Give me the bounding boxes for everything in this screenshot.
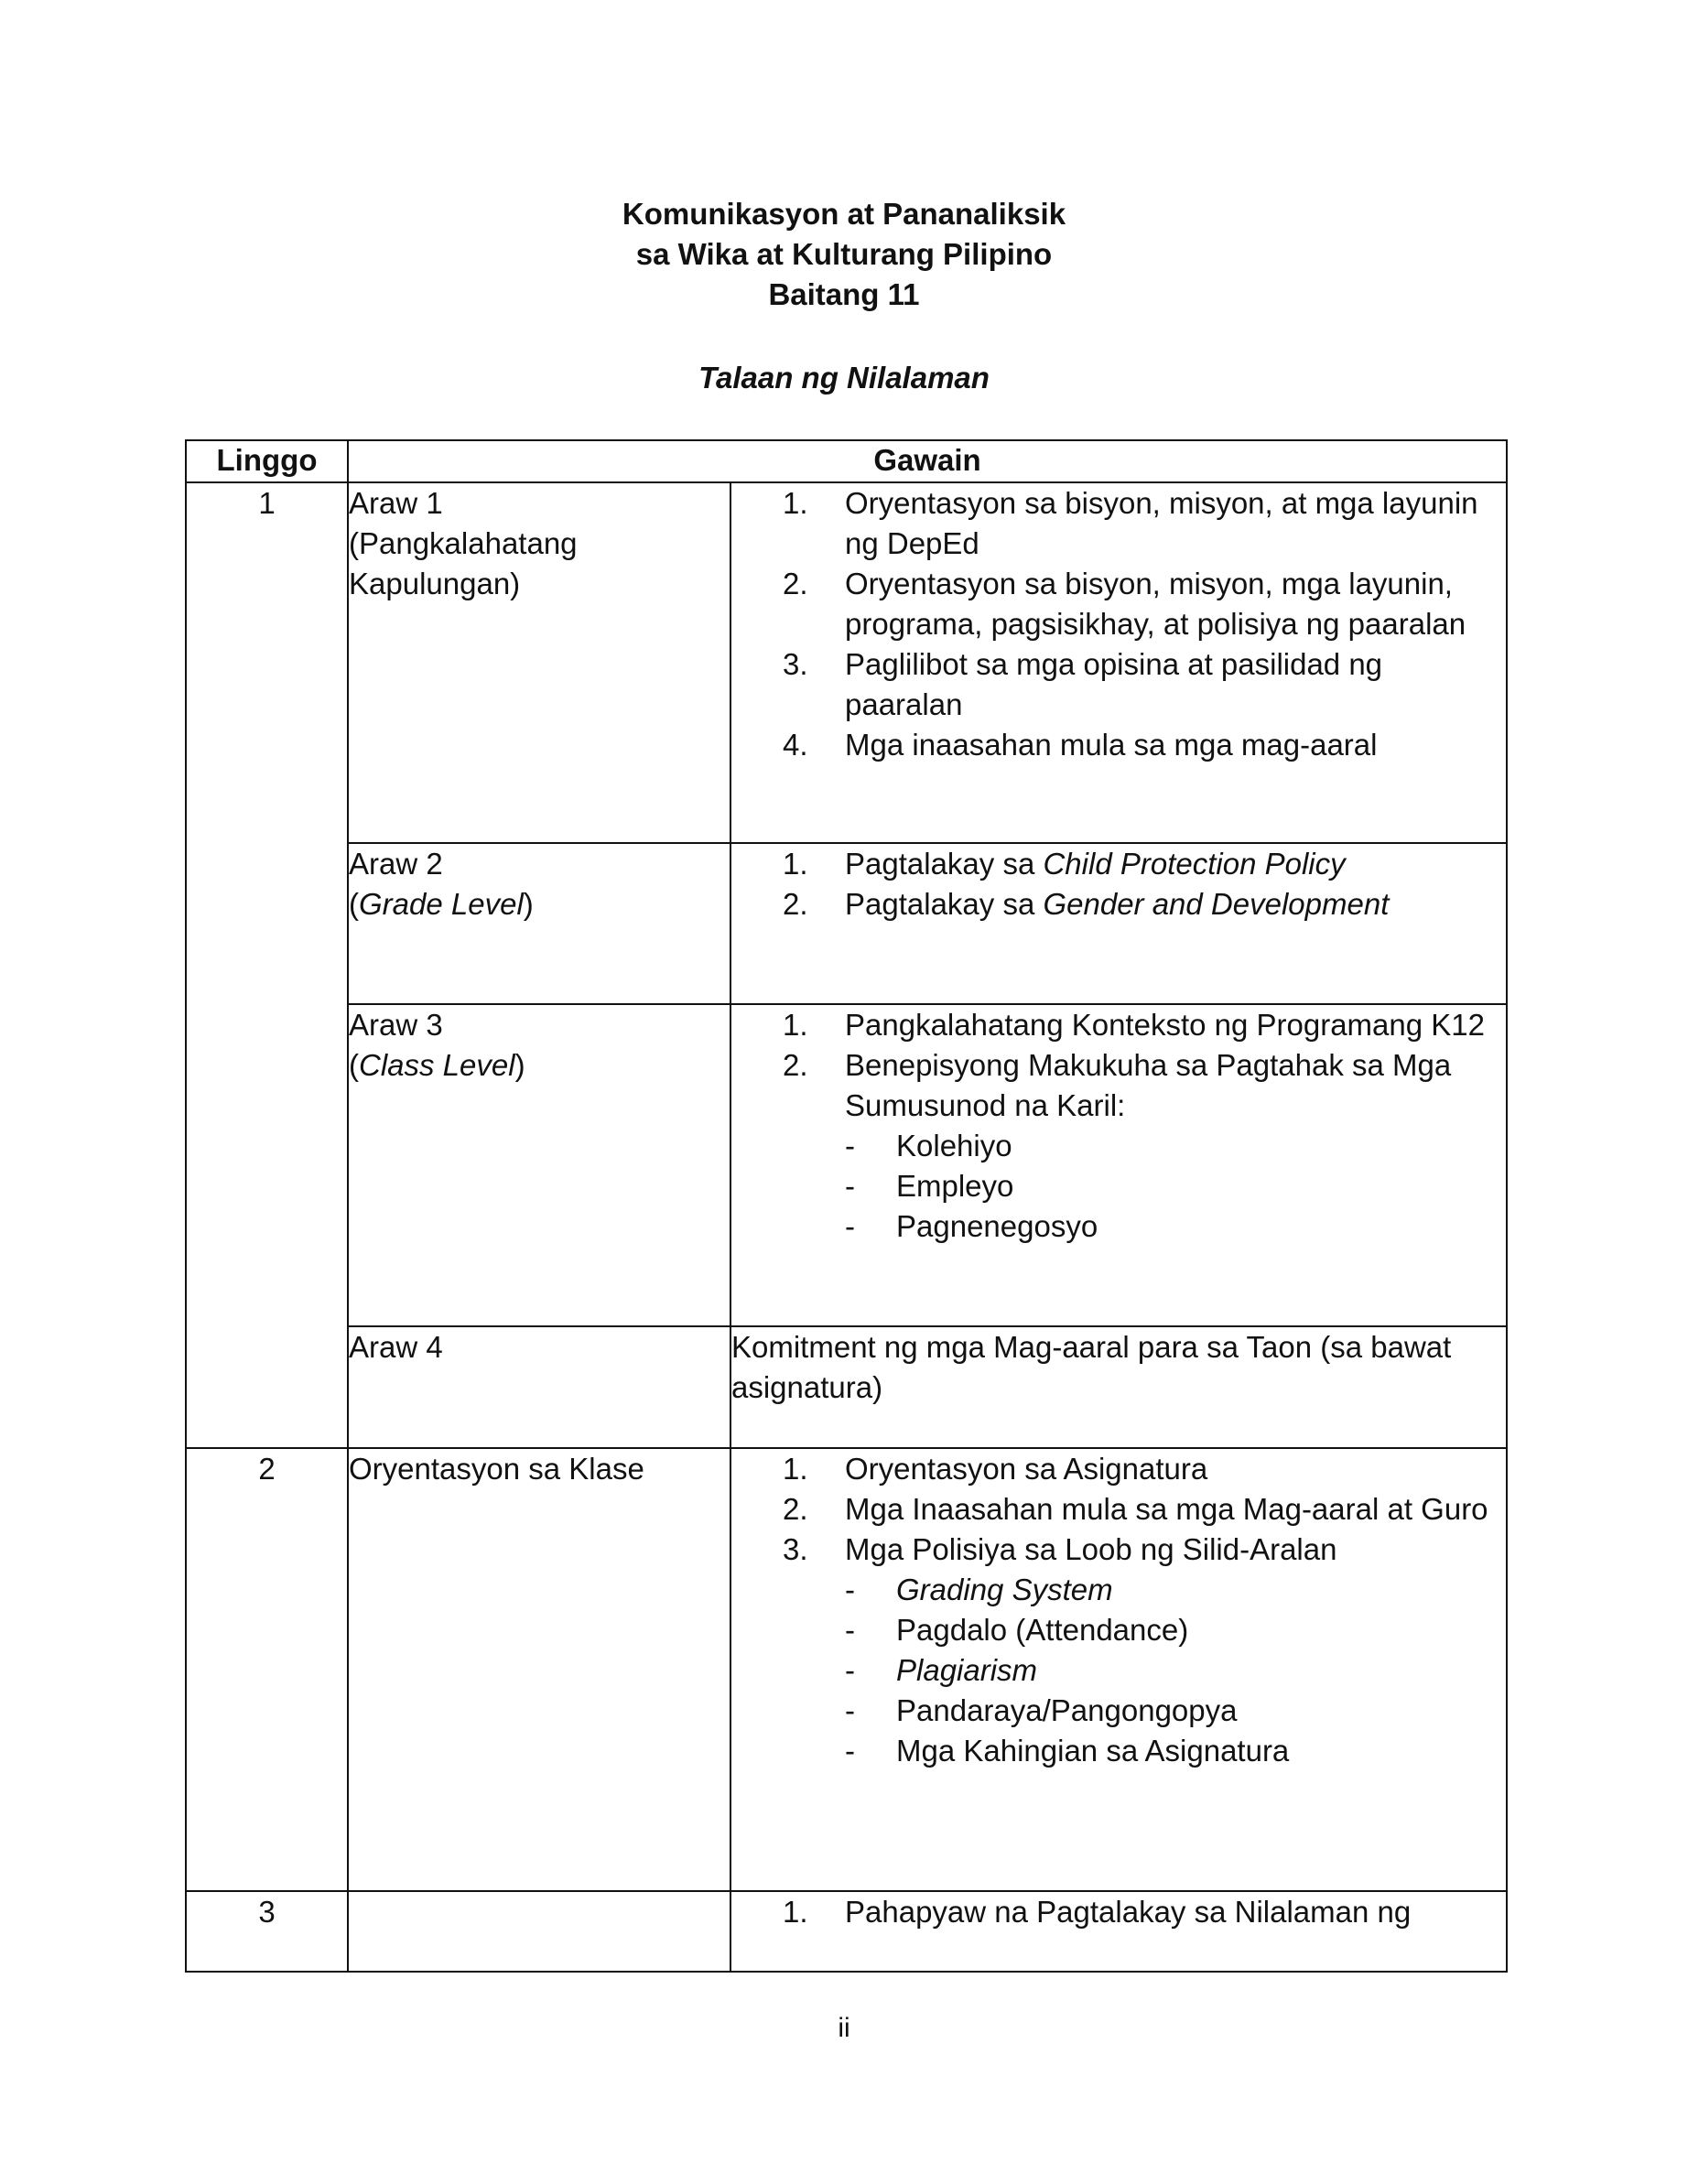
grade-level-title: Baitang 11 (768, 277, 920, 311)
item-number: 2. (783, 1048, 808, 1082)
table-row (186, 843, 1507, 1004)
activity-cell (730, 1326, 1507, 1448)
day-sublabel-italic: Grade Level (359, 887, 524, 921)
list-item (731, 1489, 1506, 1530)
item-text: Pagtalakay sa (845, 847, 1044, 881)
item-text: Oryentasyon sa Asignatura (845, 1452, 1208, 1486)
table-row (186, 1448, 1507, 1891)
item-number: 1. (783, 847, 808, 881)
table-of-contents-title: Talaan ng Nilalaman (698, 361, 990, 395)
item-number: 1. (783, 486, 808, 520)
sub-list-item: - Pagnenegosyo (845, 1206, 1506, 1247)
item-text: Pahapyaw na Pagtalakay sa Nilalaman ng (845, 1895, 1412, 1929)
item-text: Pagtalakay sa (845, 887, 1044, 921)
day-sublabel (349, 884, 730, 924)
item-text: Oryentasyon sa bisyon, misyon, mga layunin, programa, pagsisikhay, at polisiya ng paaralan (845, 567, 1466, 641)
item-text-italic: Gender and Development (1043, 887, 1390, 921)
item-text: Paglilibot sa mga opisina at pasilidad ng paaralan (845, 647, 1383, 721)
item-number: 2. (783, 887, 808, 921)
title-line-1: Komunikasyon at Pananaliksik (622, 197, 1066, 231)
item-number: 4. (783, 728, 808, 762)
week-column-header: Linggo (186, 440, 348, 482)
sub-list-item (845, 1650, 1506, 1691)
activity-list (731, 1449, 1506, 1771)
table-row (186, 1326, 1507, 1448)
item-text: Oryentasyon sa bisyon, misyon, at mga layunin ng DepEd (845, 486, 1478, 560)
item-number: 1. (783, 1452, 808, 1486)
title-line-2: sa Wika at Kulturang Pilipino (635, 237, 1053, 271)
page-number: ii (838, 2013, 850, 2043)
sub-list-item (845, 1610, 1506, 1650)
item-text: Pangkalahatang Konteksto ng Programang K12 (845, 1008, 1485, 1042)
list-item (731, 725, 1506, 765)
activity-list (731, 483, 1506, 765)
list-item (731, 1892, 1506, 1932)
day-cell (348, 1448, 730, 1891)
sub-list-item-text: Grading System (896, 1573, 1113, 1606)
day-label: Araw 2 (349, 847, 443, 881)
list-item (731, 844, 1506, 884)
table-row (186, 1004, 1507, 1326)
week-number: 1 (186, 482, 348, 1448)
table-row (186, 482, 1507, 843)
paren-open: ( (349, 1048, 359, 1082)
day-label: Araw 3 (349, 1008, 443, 1042)
week-number: 2 (186, 1448, 348, 1891)
list-item (731, 1045, 1506, 1247)
table-header-row (186, 440, 1507, 482)
day-cell (348, 1891, 730, 1972)
day-cell (348, 843, 730, 1004)
list-item (731, 644, 1506, 725)
paren-close: ) (514, 1048, 525, 1082)
sub-list-item-text: Plagiarism (896, 1653, 1038, 1687)
item-number: 2. (783, 1492, 808, 1526)
item-number: 2. (783, 567, 808, 600)
list-item (731, 483, 1506, 564)
day-label: Oryentasyon sa Klase (349, 1452, 644, 1486)
activity-cell (730, 843, 1507, 1004)
activity-cell (730, 482, 1507, 843)
list-item (731, 884, 1506, 924)
list-item (731, 1530, 1506, 1771)
sub-list-item: - Empleyo (845, 1166, 1506, 1206)
day-cell (348, 482, 730, 843)
activity-list (731, 1892, 1506, 1932)
sub-list-item (845, 1731, 1506, 1771)
day-cell (348, 1326, 730, 1448)
item-text-italic: Child Protection Policy (1043, 847, 1346, 881)
sub-list-item (845, 1570, 1506, 1610)
list-item (731, 564, 1506, 644)
activity-cell (730, 1004, 1507, 1326)
day-sublabel-italic: Class Level (359, 1048, 515, 1082)
list-item (731, 1005, 1506, 1045)
activity-cell (730, 1891, 1507, 1972)
document-header (0, 194, 1688, 315)
item-text: Benepisyong Makukuha sa Pagtahak sa Mga Sumusunod na Karil: (845, 1048, 1452, 1122)
day-label: Araw 1 (349, 486, 443, 520)
item-number: 3. (783, 1532, 808, 1566)
activity-text: Komitment ng mga Mag-aaral para sa Taon (sa bawat asignatura) (731, 1330, 1452, 1404)
activity-cell (730, 1448, 1507, 1891)
sub-list-item (845, 1691, 1506, 1731)
paren-close: ) (523, 887, 534, 921)
sub-list-item-text: Mga Kahingian sa Asignatura (896, 1734, 1290, 1768)
sub-list-item: - Kolehiyo (845, 1126, 1506, 1166)
item-text: Mga inaasahan mula sa mga mag-aaral (845, 728, 1378, 762)
contents-table (185, 439, 1508, 1973)
list-item (731, 1449, 1506, 1489)
sub-list-item-text: Pandaraya/Pangongopya (896, 1693, 1238, 1727)
day-sublabel (349, 1045, 730, 1086)
item-number: 1. (783, 1008, 808, 1042)
day-cell (348, 1004, 730, 1326)
week-number: 3 (186, 1891, 348, 1972)
sub-list (845, 1570, 1506, 1771)
day-label: Araw 4 (349, 1330, 443, 1364)
item-number: 3. (783, 647, 808, 681)
item-text: Mga Polisiya sa Loob ng Silid-Aralan (845, 1532, 1337, 1566)
day-sublabel: (Pangkalahatang Kapulungan) (349, 526, 578, 600)
table-row (186, 1891, 1507, 1972)
paren-open: ( (349, 887, 359, 921)
item-number: 1. (783, 1895, 808, 1929)
activity-list (731, 1005, 1506, 1247)
sub-list-item-text: Pagdalo (Attendance) (896, 1613, 1189, 1647)
activity-column-header: Gawain (348, 440, 1507, 482)
item-text: Mga Inaasahan mula sa mga Mag-aaral at Guro (845, 1492, 1488, 1526)
sub-list (845, 1126, 1506, 1247)
activity-list (731, 844, 1506, 924)
